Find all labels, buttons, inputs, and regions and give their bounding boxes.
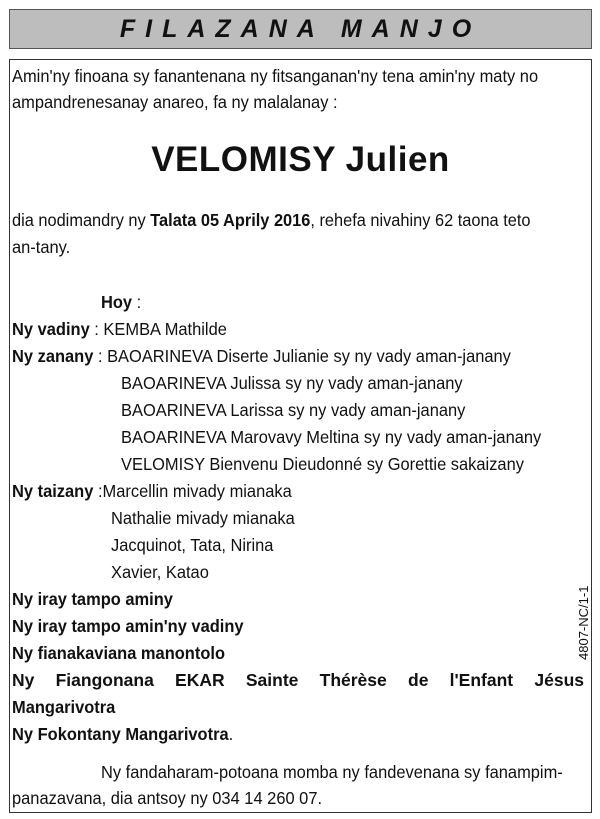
footer-line-2: panazavana, dia antsoy ny 034 14 260 07. <box>12 788 323 808</box>
death-prefix: dia nodimandry ny <box>12 210 151 230</box>
death-suffix: , rehefa nivahiny 62 taona teto <box>310 210 531 230</box>
tampo-line: Ny iray tampo aminy <box>12 589 173 609</box>
death-line <box>12 207 531 233</box>
zanany-label: Ny zanany <box>12 346 94 366</box>
fokontany-line <box>12 721 233 747</box>
tampo-vadiny-line: Ny iray tampo amin'ny vadiny <box>12 616 244 636</box>
taizany-item: Nathalie mivady mianaka <box>111 508 295 528</box>
fiangonana-line-2: Mangarivotra <box>12 697 116 717</box>
deceased-name: VELOMISY Julien <box>151 140 450 179</box>
fokontany-label: Ny Fokontany Mangarivotra <box>12 724 229 744</box>
vadiny-line <box>12 316 227 342</box>
hoy-colon: : <box>132 292 142 312</box>
header-title: FILAZANA MANJO <box>119 14 482 43</box>
taizany-line-1 <box>12 478 292 504</box>
vadiny-value: : KEMBA Mathilde <box>89 319 227 339</box>
fiangonana-line-1: Ny Fiangonana EKAR Sainte Thérèse de l'Enfant Jésus <box>12 670 584 690</box>
taizany-item: Jacquinot, Tata, Nirina <box>111 535 274 555</box>
notice-box <box>9 59 592 813</box>
hoy-label: Hoy <box>101 292 133 312</box>
footer-line-1: Ny fandaharam-potoana momba ny fandevenana sy fanampim- <box>101 762 563 782</box>
fianakaviana-line: Ny fianakaviana manontolo <box>12 643 225 663</box>
zanany-item: BAOARINEVA Larissa sy ny vady aman-janany <box>121 400 466 420</box>
zanany-item: VELOMISY Bienvenu Dieudonné sy Gorettie sakaizany <box>121 454 524 474</box>
zanany-item: BAOARINEVA Marovavy Meltina sy ny vady aman-janany <box>121 427 542 447</box>
taizany-label: Ny taizany <box>12 481 94 501</box>
taizany-item: :Marcellin mivady mianaka <box>93 481 292 501</box>
intro-line-2: ampandrenesanay anareo, fa ny malalanay : <box>12 92 338 112</box>
zanany-line-1 <box>12 343 511 369</box>
vadiny-label: Ny vadiny <box>12 319 90 339</box>
zanany-item: BAOARINEVA Julissa sy ny vady aman-janany <box>121 373 463 393</box>
death-date: Talata 05 Aprily 2016 <box>150 210 311 230</box>
zanany-item: : BAOARINEVA Diserte Julianie sy ny vady aman-janany <box>93 346 511 366</box>
fokontany-end: . <box>228 724 234 744</box>
hoy-line <box>101 289 141 315</box>
header-banner <box>9 9 592 49</box>
intro-line-1: Amin'ny finoana sy fanantenana ny fitsanganan'ny tena amin'ny maty no <box>12 66 539 86</box>
death-line-2: an-tany. <box>12 237 71 257</box>
taizany-item: Xavier, Katao <box>111 562 209 582</box>
reference-code: 4807-NC/1-1 <box>576 585 591 660</box>
